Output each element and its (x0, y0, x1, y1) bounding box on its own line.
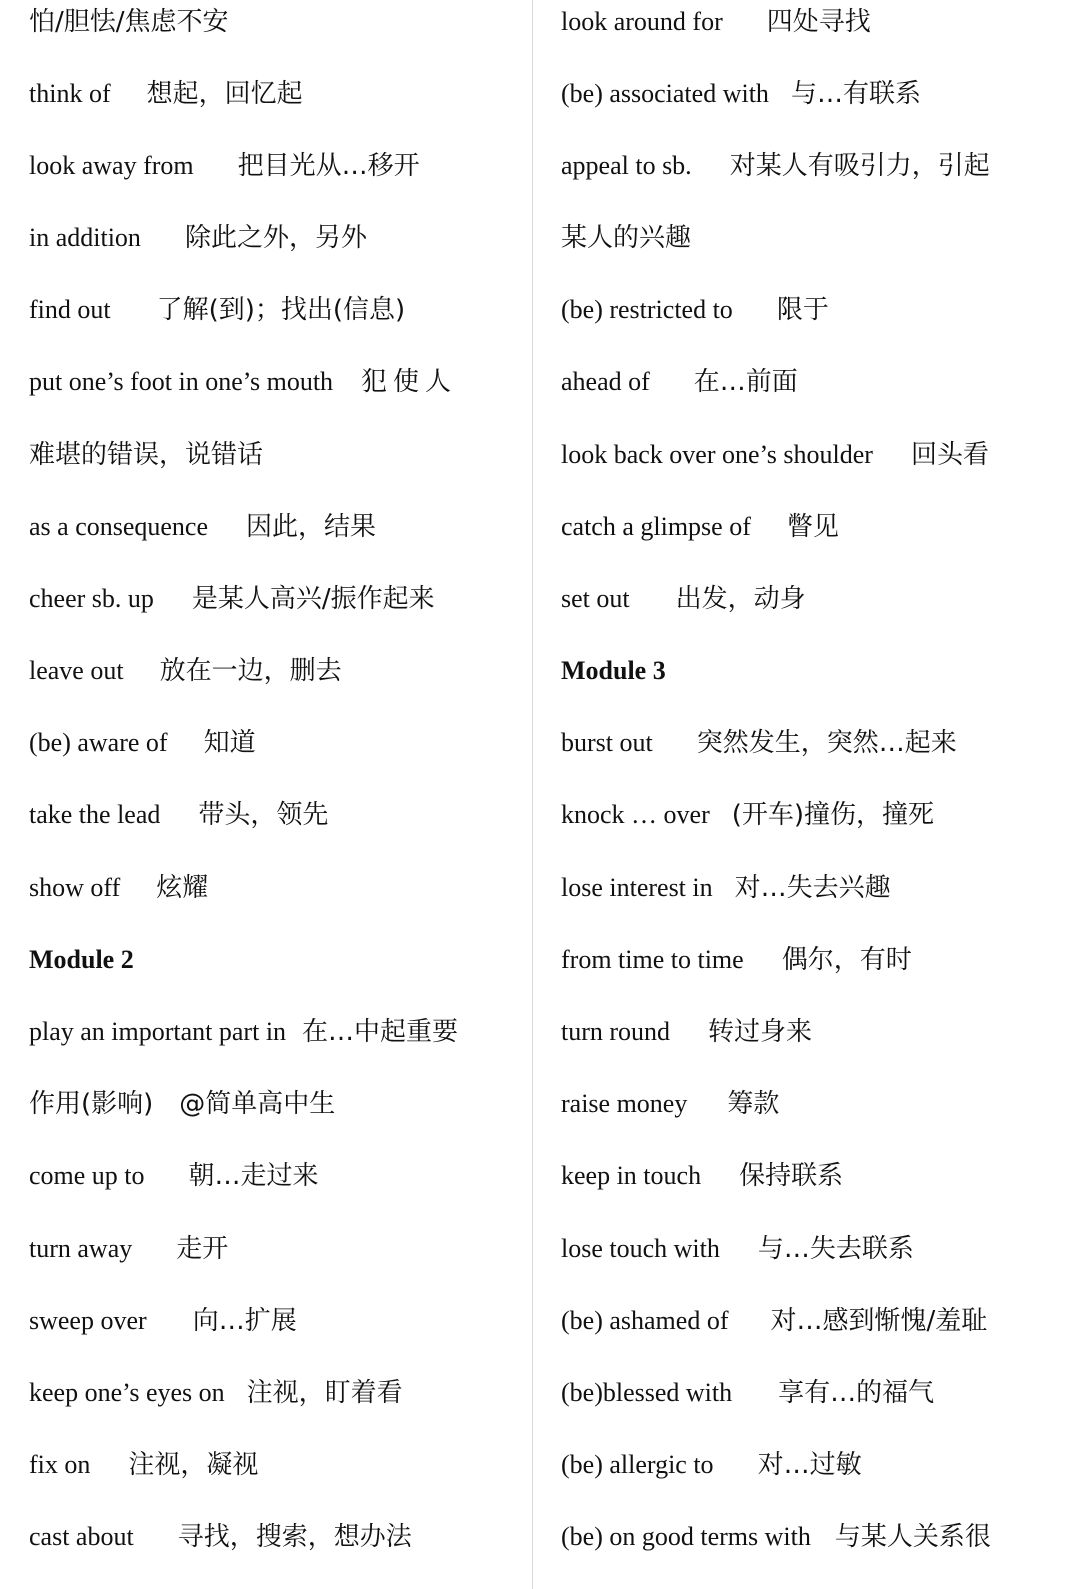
chinese-meaning: 保持联系 (739, 1161, 844, 1191)
list-item (29, 1445, 258, 1485)
chinese-text: 作用(影响) @简单高中生 (29, 1089, 336, 1119)
chinese-meaning: 寻找，搜索，想办法 (177, 1522, 412, 1552)
chinese-meaning: 限于 (776, 295, 829, 325)
english-phrase: (be) restricted to (561, 295, 733, 324)
chinese-meaning: 炫耀 (156, 873, 209, 903)
english-phrase: look back over one’s shoulder (561, 440, 873, 469)
chinese-meaning: 在…前面 (693, 367, 798, 397)
chinese-meaning: 对某人有吸引力，引起 (729, 151, 990, 181)
english-phrase: take the lead (29, 800, 161, 829)
chinese-meaning: (开车)撞伤，撞死 (731, 800, 935, 830)
list-item (561, 1373, 934, 1413)
english-phrase: (be) aware of (29, 728, 168, 757)
english-phrase: knock … over (561, 800, 710, 829)
chinese-text: 怕/胆怯/焦虑不安 (29, 7, 229, 37)
chinese-meaning: 回头看 (910, 440, 989, 470)
chinese-meaning: 朝…走过来 (188, 1161, 319, 1191)
list-item (561, 723, 957, 763)
list-item (29, 651, 342, 691)
list-item (561, 1012, 812, 1052)
english-phrase: find out (29, 295, 111, 324)
list-item (561, 1084, 779, 1124)
list-item (29, 1156, 319, 1196)
list-item (561, 1517, 991, 1557)
list-item (29, 1084, 335, 1124)
list-item (29, 507, 376, 547)
list-item (561, 290, 829, 330)
list-item (561, 1445, 862, 1485)
chinese-meaning: 是某人高兴/振作起来 (191, 584, 435, 614)
chinese-meaning: 偶尔，有时 (781, 945, 912, 975)
chinese-meaning: 享有…的福气 (778, 1378, 935, 1408)
chinese-meaning: 对…失去兴趣 (734, 873, 891, 903)
english-phrase: show off (29, 873, 121, 902)
english-phrase: (be) on good terms with (561, 1522, 811, 1551)
chinese-meaning: 把目光从…移开 (237, 151, 420, 181)
list-item (561, 2, 871, 42)
chinese-meaning: 筹款 (727, 1089, 780, 1119)
section-heading (29, 940, 134, 980)
list-item (561, 1156, 843, 1196)
english-phrase: look around for (561, 7, 723, 36)
english-phrase: leave out (29, 656, 124, 685)
english-phrase: turn round (561, 1017, 671, 1046)
english-phrase: (be) ashamed of (561, 1306, 729, 1335)
list-item (29, 362, 457, 402)
english-phrase: (be) allergic to (561, 1450, 714, 1479)
english-phrase: keep one’s eyes on (29, 1378, 225, 1407)
list-item (29, 1301, 297, 1341)
list-item (29, 1229, 228, 1269)
list-item (561, 940, 912, 980)
list-item (561, 795, 934, 835)
list-item (29, 2, 229, 42)
english-phrase: set out (561, 584, 630, 613)
list-item (561, 74, 921, 114)
section-heading (561, 651, 666, 691)
english-phrase: turn away (29, 1234, 133, 1263)
list-item (29, 435, 263, 475)
list-item (29, 868, 208, 908)
english-phrase: ahead of (561, 367, 650, 396)
chinese-meaning: 带头，领先 (198, 800, 329, 830)
chinese-text: 某人的兴趣 (561, 223, 692, 253)
chinese-meaning: 注视，凝视 (128, 1450, 259, 1480)
english-phrase: cheer sb. up (29, 584, 154, 613)
chinese-meaning: 四处寻找 (766, 7, 871, 37)
list-item (29, 74, 303, 114)
list-item (561, 146, 990, 186)
chinese-meaning: 因此，结果 (246, 512, 377, 542)
english-phrase: play an important part in (29, 1017, 287, 1046)
chinese-meaning: 犯使人 (361, 367, 458, 397)
list-item (561, 507, 839, 547)
english-phrase: in addition (29, 223, 141, 252)
english-phrase: burst out (561, 728, 653, 757)
chinese-meaning: 与某人关系很 (834, 1522, 991, 1552)
list-item (29, 723, 256, 763)
list-item (29, 1012, 458, 1052)
list-item (29, 218, 367, 258)
chinese-meaning: 向…扩展 (192, 1306, 297, 1336)
module-2-heading: Module 2 (29, 945, 134, 974)
chinese-meaning: 对…感到惭愧/羞耻 (770, 1306, 988, 1336)
english-phrase: lose interest in (561, 873, 713, 902)
chinese-meaning: 转过身来 (708, 1017, 813, 1047)
english-phrase: look away from (29, 151, 194, 180)
english-phrase: keep in touch (561, 1161, 702, 1190)
list-item (561, 218, 691, 258)
list-item (29, 1373, 403, 1413)
chinese-meaning: 与…有联系 (790, 79, 921, 109)
english-phrase: (be)blessed with (561, 1378, 733, 1407)
column-divider (532, 0, 533, 1589)
english-phrase: put one’s foot in one’s mouth (29, 367, 334, 396)
chinese-meaning: 对…过敏 (757, 1450, 862, 1480)
english-phrase: catch a glimpse of (561, 512, 751, 541)
chinese-meaning: 注视，盯着看 (246, 1378, 403, 1408)
english-phrase: cast about (29, 1522, 134, 1551)
chinese-meaning: 突然发生，突然…起来 (696, 728, 957, 758)
english-phrase: from time to time (561, 945, 744, 974)
chinese-meaning: 除此之外，另外 (184, 223, 367, 253)
module-3-heading: Module 3 (561, 656, 666, 685)
chinese-meaning: 与…失去联系 (757, 1234, 914, 1264)
english-phrase: come up to (29, 1161, 145, 1190)
list-item (561, 362, 798, 402)
chinese-meaning: 在…中起重要 (302, 1017, 459, 1047)
chinese-text: 难堪的错误，说错话 (29, 440, 264, 470)
list-item (561, 1229, 914, 1269)
list-item (29, 290, 405, 330)
list-item (561, 435, 989, 475)
chinese-meaning: 想起，回忆起 (146, 79, 303, 109)
list-item (29, 1517, 412, 1557)
chinese-meaning: 走开 (176, 1234, 229, 1264)
english-phrase: fix on (29, 1450, 91, 1479)
list-item (561, 1301, 987, 1341)
list-item (29, 579, 435, 619)
chinese-meaning: 出发，动身 (675, 584, 806, 614)
english-phrase: raise money (561, 1089, 688, 1118)
list-item (561, 579, 806, 619)
english-phrase: appeal to sb. (561, 151, 692, 180)
list-item (29, 146, 420, 186)
english-phrase: as a consequence (29, 512, 209, 541)
english-phrase: lose touch with (561, 1234, 720, 1263)
list-item (561, 868, 891, 908)
chinese-meaning: 了解(到)；找出(信息) (156, 295, 406, 325)
english-phrase: sweep over (29, 1306, 147, 1335)
chinese-meaning: 瞥见 (786, 512, 839, 542)
chinese-meaning: 放在一边，删去 (159, 656, 342, 686)
english-phrase: (be) associated with (561, 79, 769, 108)
chinese-meaning: 知道 (203, 728, 256, 758)
english-phrase: think of (29, 79, 111, 108)
list-item (29, 795, 328, 835)
